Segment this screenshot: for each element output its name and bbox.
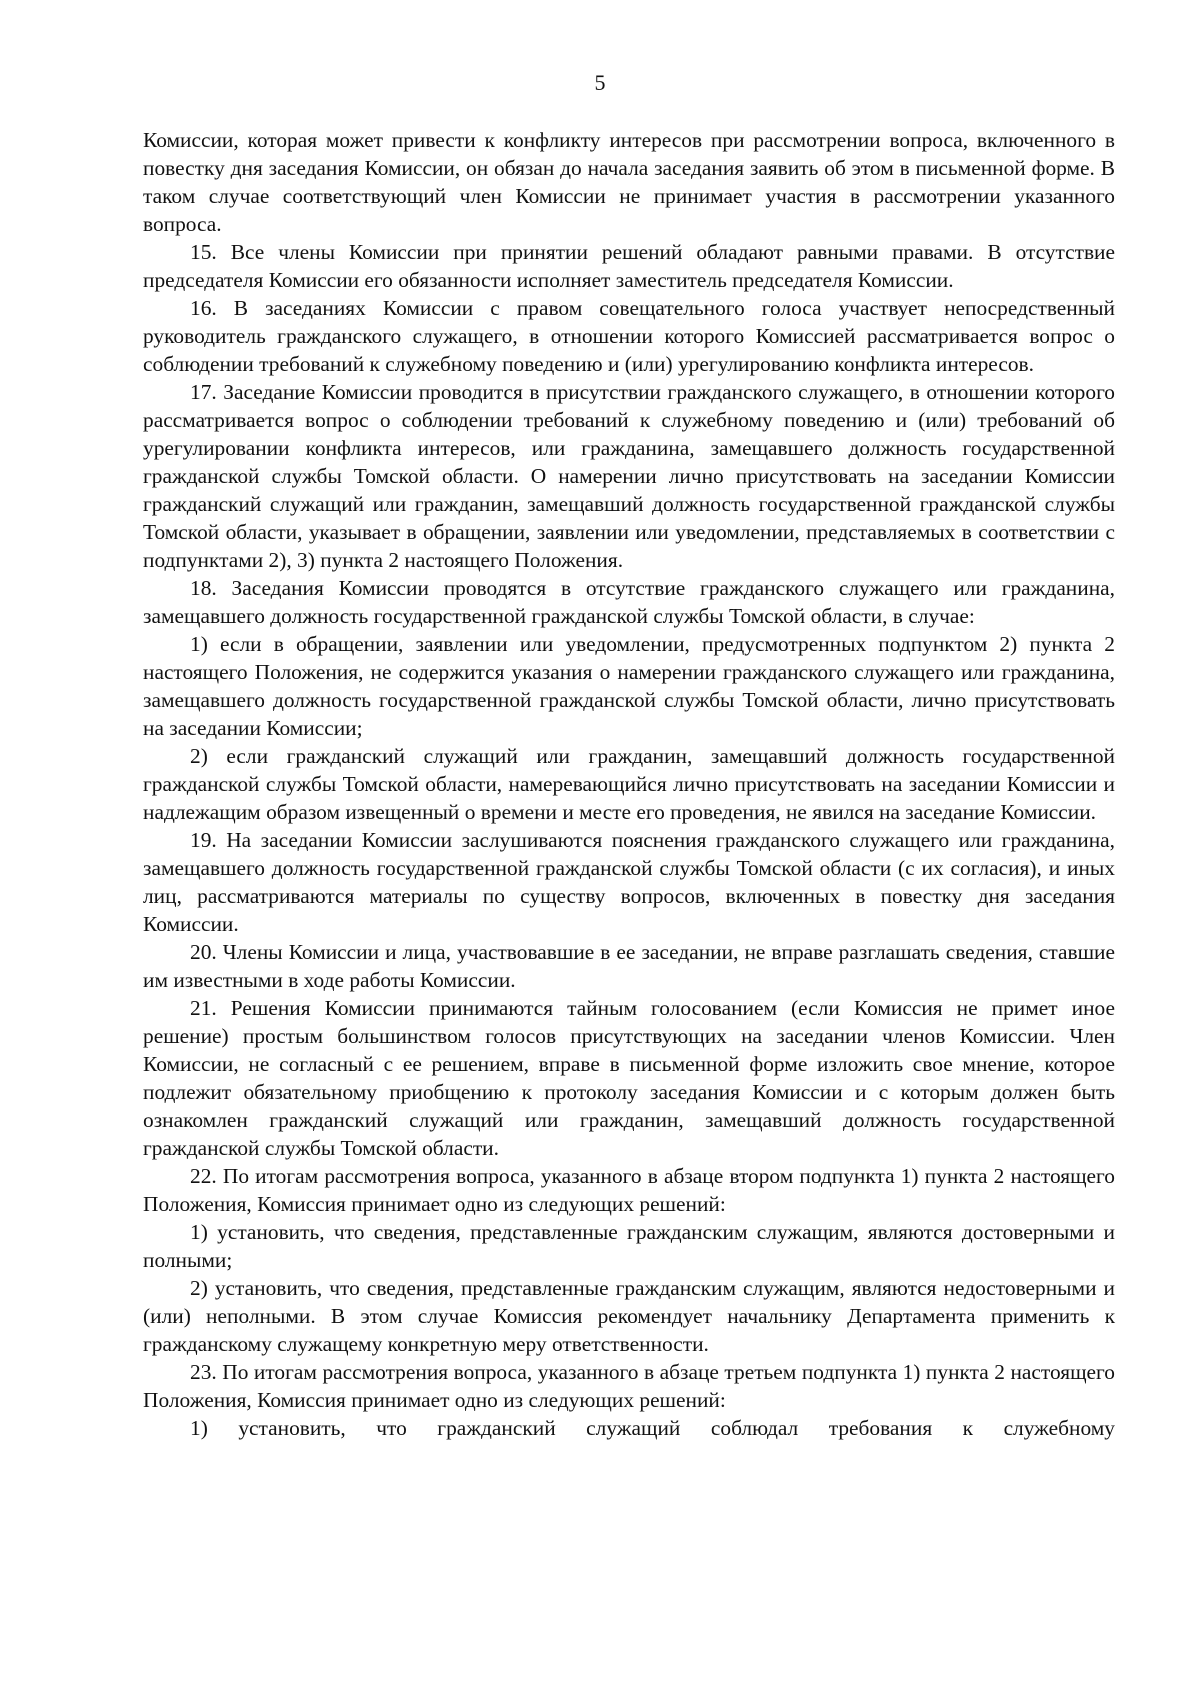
paragraph-17: 17. Заседание Комиссии проводится в присутствии гражданского служащего, в отношении которого рассматривается вопрос о соблюдении требований к служебному поведению и (или) требований об урегулировании конфликта интересов, или гражданина, замещавшего должность государственной гражданской службы Томской области. О намерении лично присутствовать на заседании Комиссии гражданский служащий или гражданин, замещавший должность государственной гражданской службы Томской области, указывает в обращении, заявлении или уведомлении, представляемых в соответствии с подпунктами 2), 3) пункта 2 настоящего Положения.: [143, 380, 1115, 572]
paragraph-18-item-1: 1) если в обращении, заявлении или уведомлении, предусмотренных подпунктом 2) пункта 2 настоящего Положения, не содержится указания о намерении гражданского служащего или гражданина, замещавшего должность государственной гражданской службы Томской области, лично присутствовать на заседании Комиссии;: [143, 632, 1115, 740]
paragraph-23: 23. По итогам рассмотрения вопроса, указанного в абзаце третьем подпункта 1) пункта 2 настоящего Положения, Комиссия принимает одно из следующих решений:: [143, 1360, 1115, 1412]
paragraph-18: 18. Заседания Комиссии проводятся в отсутствие гражданского служащего или гражданина, замещавшего должность государственной гражданской службы Томской области, в случае:: [143, 576, 1115, 628]
paragraph-22-item-1: 1) установить, что сведения, представленные гражданским служащим, являются достоверными и полными;: [143, 1220, 1115, 1272]
paragraph-15: 15. Все члены Комиссии при принятии решений обладают равными правами. В отсутствие председателя Комиссии его обязанности исполняет заместитель председателя Комиссии.: [143, 240, 1115, 292]
paragraph-20: 20. Члены Комиссии и лица, участвовавшие в ее заседании, не вправе разглашать сведения, ставшие им известными в ходе работы Комиссии.: [143, 940, 1115, 992]
paragraph-21: 21. Решения Комиссии принимаются тайным голосованием (если Комиссия не примет иное решение) простым большинством голосов присутствующих на заседании членов Комиссии. Член Комиссии, не согласный с ее решением, вправе в письменной форме изложить свое мнение, которое подлежит обязательному приобщению к протоколу заседания Комиссии и с которым должен быть ознакомлен гражданский служащий или гражданин, замещавший должность государственной гражданской службы Томской области.: [143, 996, 1115, 1160]
paragraph-continuation: Комиссии, которая может привести к конфликту интересов при рассмотрении вопроса, включенного в повестку дня заседания Комиссии, он обязан до начала заседания заявить об этом в письменной форме. В таком случае соответствующий член Комиссии не принимает участия в рассмотрении указанного вопроса.: [143, 128, 1115, 236]
paragraph-19: 19. На заседании Комиссии заслушиваются пояснения гражданского служащего или гражданина, замещавшего должность государственной гражданской службы Томской области (с их согласия), и иных лиц, рассматриваются материалы по существу вопросов, включенных в повестку дня заседания Комиссии.: [143, 828, 1115, 936]
page-number: 5: [594, 70, 606, 95]
document-body: [143, 126, 1115, 1442]
paragraph-22-item-2: 2) установить, что сведения, представленные гражданским служащим, являются недостоверными и (или) неполными. В этом случае Комиссия рекомендует начальнику Департамента применить к гражданскому служащему конкретную меру ответственности.: [143, 1276, 1115, 1356]
paragraph-16: 16. В заседаниях Комиссии с правом совещательного голоса участвует непосредственный руководитель гражданского служащего, в отношении которого Комиссией рассматривается вопрос о соблюдении требований к служебному поведению и (или) урегулированию конфликта интересов.: [143, 296, 1115, 376]
paragraph-22: 22. По итогам рассмотрения вопроса, указанного в абзаце втором подпункта 1) пункта 2 настоящего Положения, Комиссия принимает одно из следующих решений:: [143, 1164, 1115, 1216]
paragraph-23-item-1: 1) установить, что гражданский служащий соблюдал требования к служебному: [190, 1416, 1115, 1440]
paragraph-18-item-2: 2) если гражданский служащий или гражданин, замещавший должность государственной гражданской службы Томской области, намеревающийся лично присутствовать на заседании Комиссии и надлежащим образом извещенный о времени и месте его проведения, не явился на заседание Комиссии.: [143, 744, 1115, 824]
